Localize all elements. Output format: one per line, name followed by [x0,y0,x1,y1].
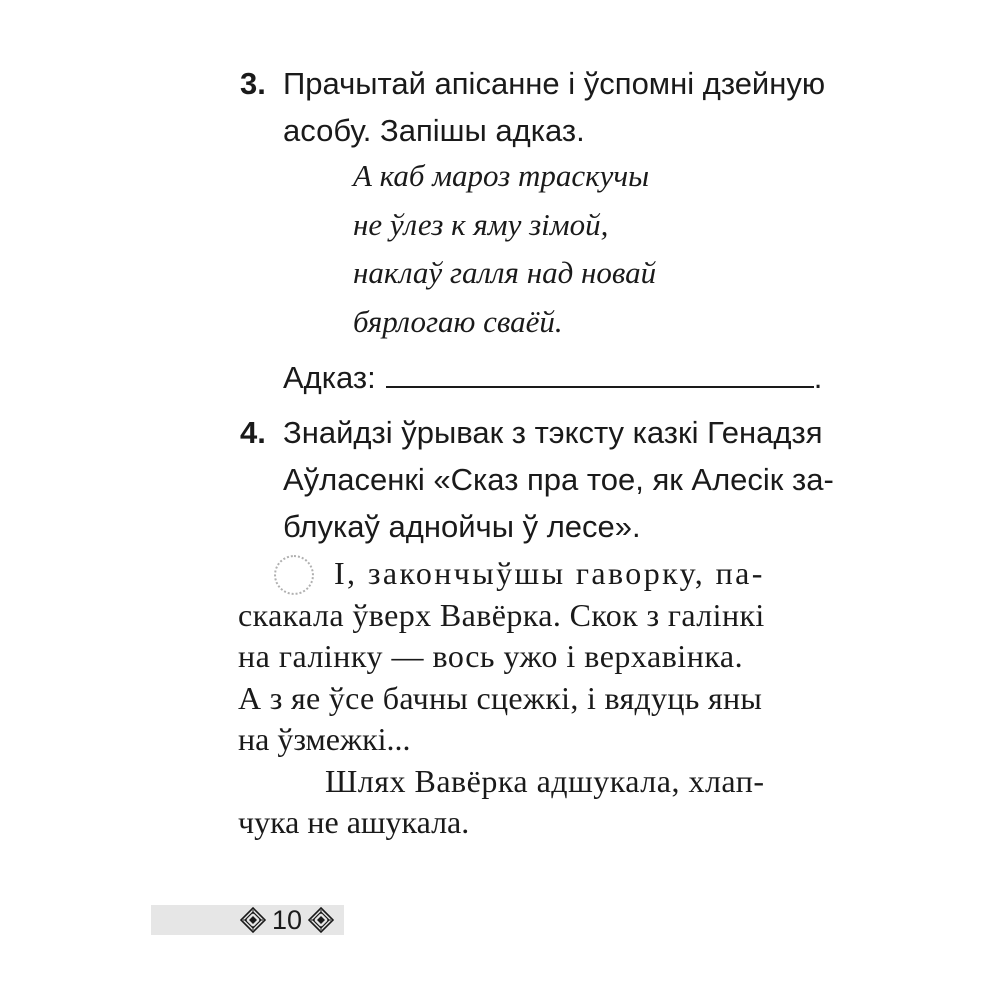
task-3-number: 3. [240,66,266,101]
diamond-ornament-icon [240,907,266,933]
task-4-line: блукаў аднойчы ў лесе». [283,509,641,544]
excerpt-line: скакала ўверх Вавёрка. Скок з галінкі [238,596,765,633]
task-4-number: 4. [240,415,266,450]
answer-field [283,354,822,401]
poem-line: А каб мароз траскучы [353,158,650,193]
excerpt-line: І, закончыўшы гаворку, па- [334,555,765,591]
excerpt-line: на ўзмежкі... [238,721,411,757]
excerpt-line: А з яе ўсе бачны сцежкі, і вядуць яны [238,679,763,716]
task-4-line: Знайдзі ўрывак з тэксту казкі Генадзя [283,415,823,450]
excerpt [238,553,808,844]
poem [353,152,656,346]
poem-line: наклаў галля над новай [353,255,657,290]
poem-line: не ўлез к яму зімой, [353,206,609,242]
answer-end-period: . [813,360,823,395]
page-footer [240,904,334,936]
task-4-line: Аўласенкі «Сказ пра тое, як Алесік за- [283,462,834,497]
excerpt-line: Шлях Вавёрка адшукала, хлап- [325,762,765,799]
page-number: 10 [272,904,303,935]
excerpt-line: чука не ашукала. [238,804,470,840]
excerpt-line: на галінку — вось ужо і верхавінка. [238,638,744,674]
task-3-line: асобу. Запішы адказ. [283,113,585,148]
task-3-text [283,60,826,154]
task-3-line: Прачытай апісанне і ўспомні дзейную [283,66,826,101]
diamond-ornament-icon [308,907,334,933]
poem-line: бярлогаю сваёй. [353,303,563,339]
answer-blank-line[interactable] [386,356,814,388]
answer-label: Адказ: [283,360,376,395]
task-4-text [283,409,834,550]
